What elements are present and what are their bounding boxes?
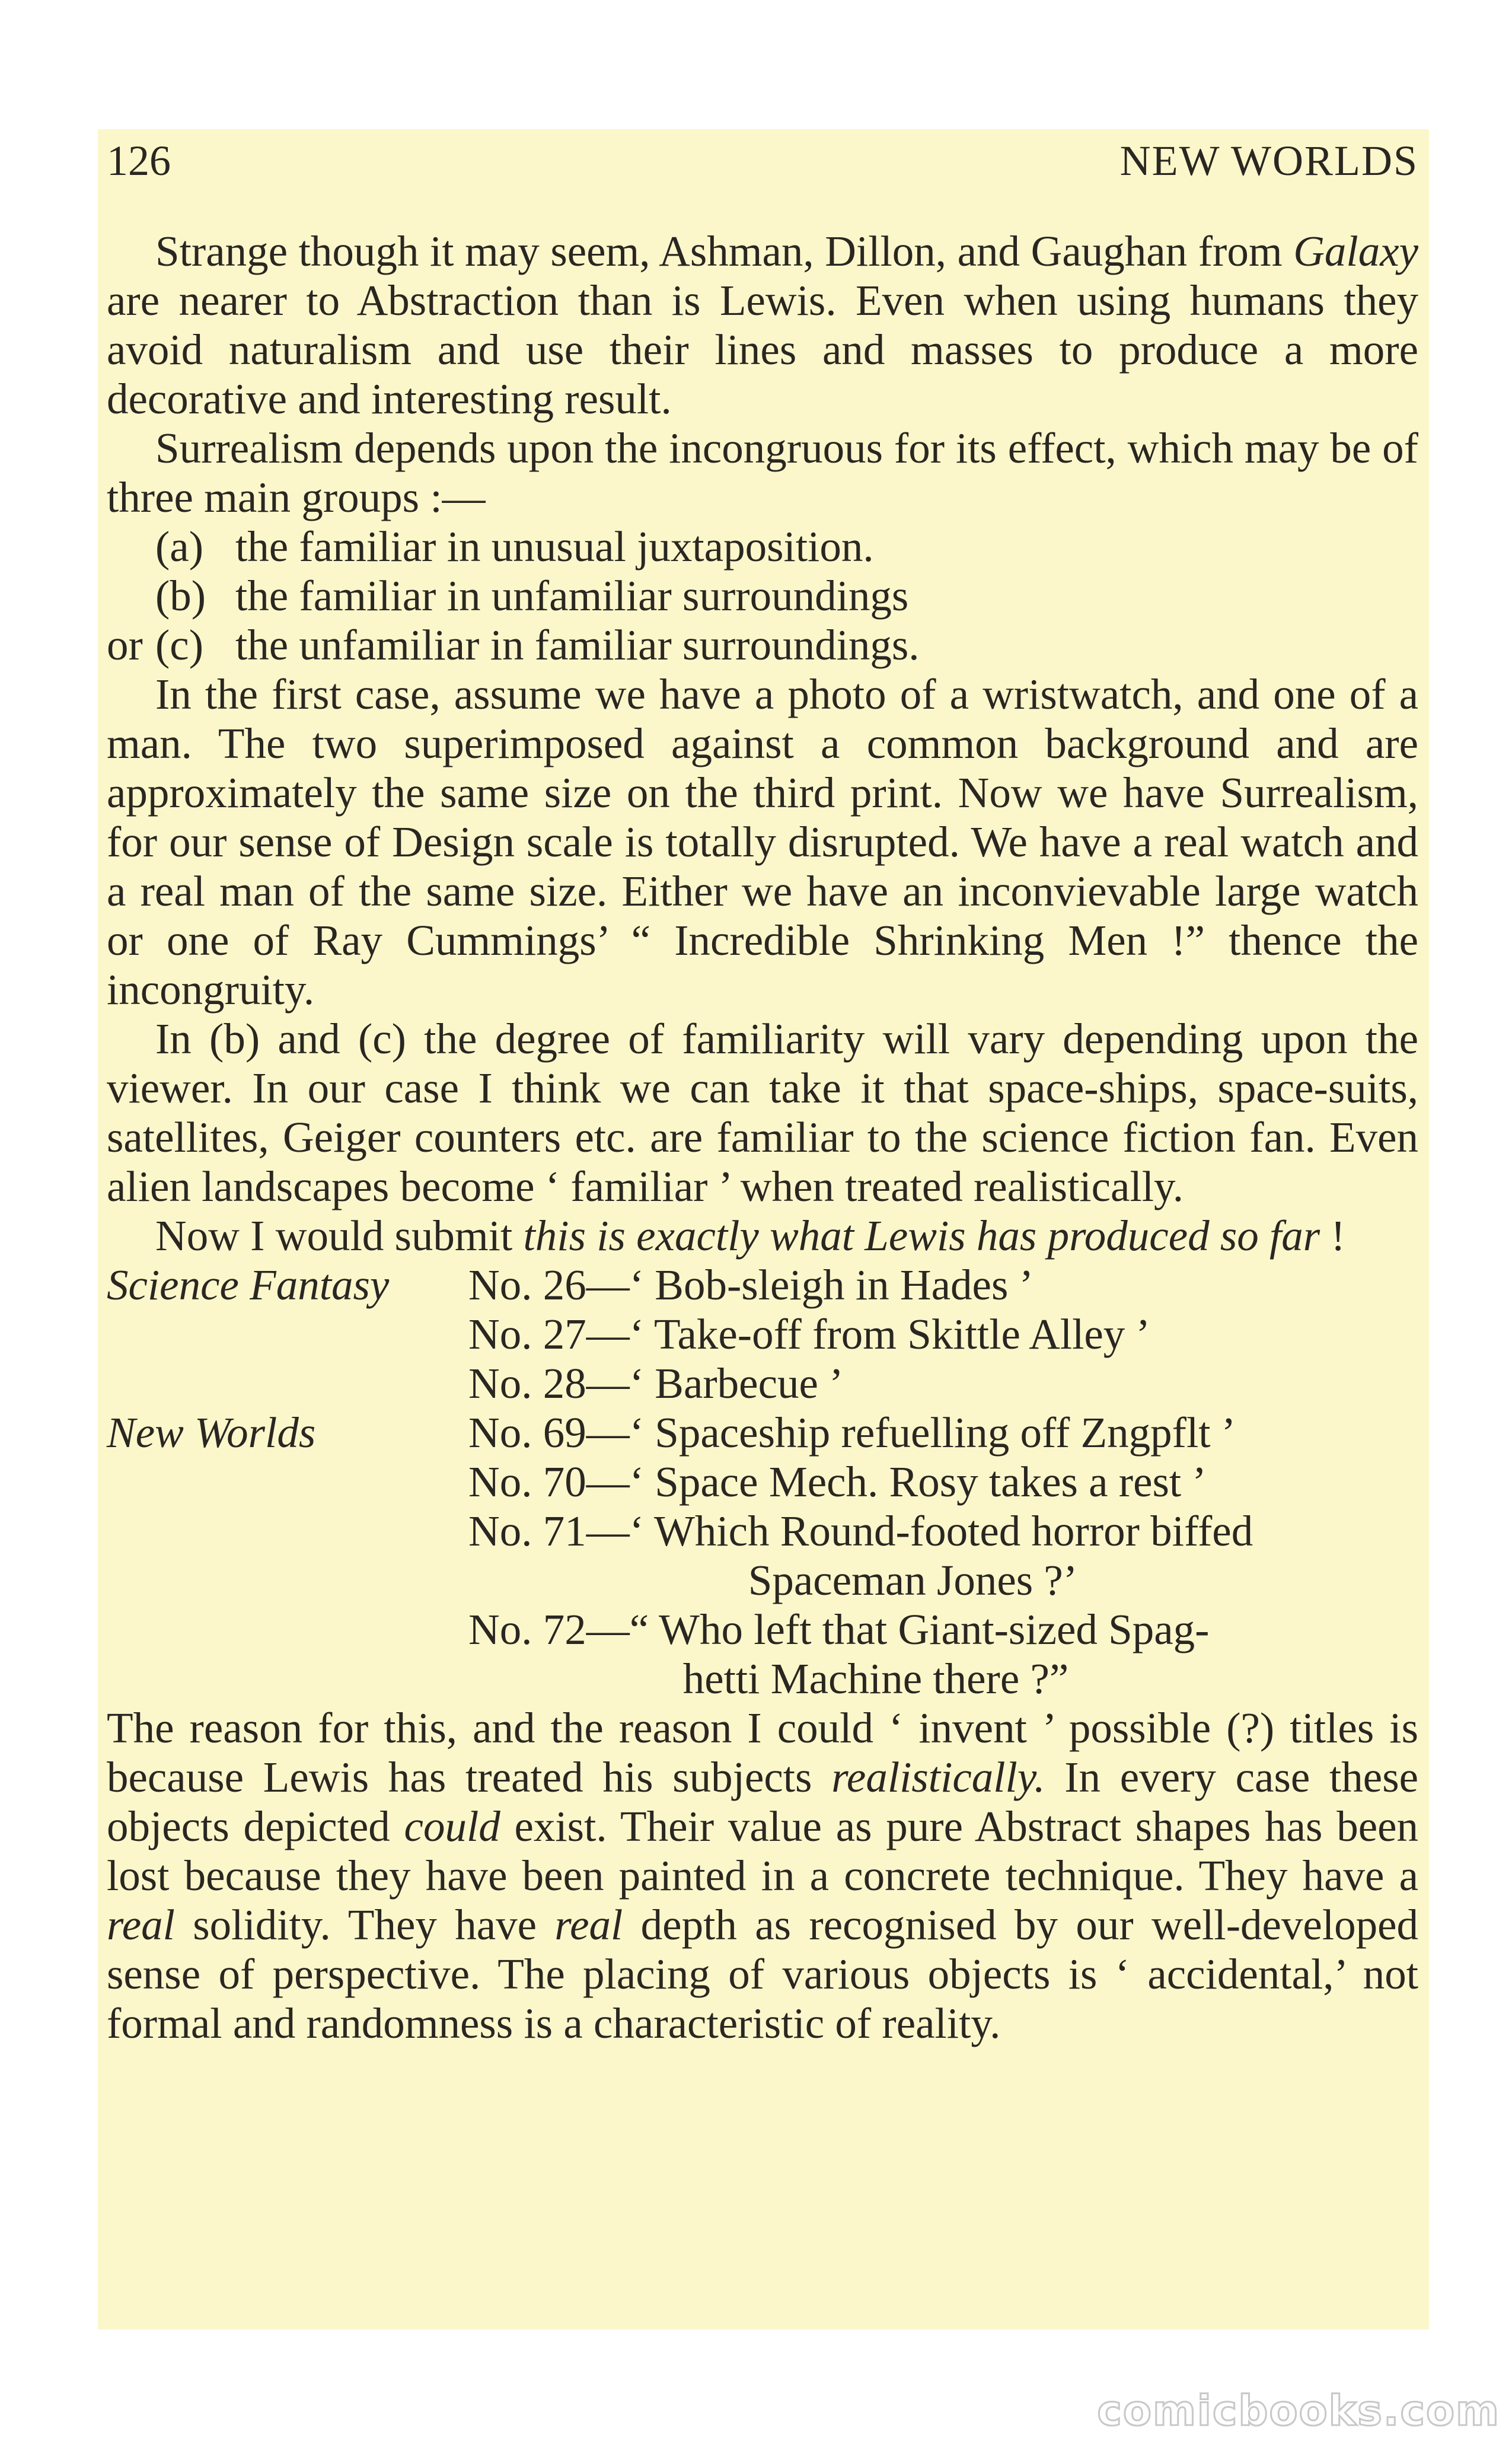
issue-title: ‘ Spaceship refuelling off Zngpflt ’ (629, 1409, 1236, 1457)
p6-italic-realistically: realistically. (831, 1753, 1045, 1801)
magazine-group-new-worlds (107, 1408, 1418, 1703)
issue-item (468, 1506, 1418, 1605)
issue-title-line-1: “ Who left that Giant-sized Spag- (629, 1605, 1210, 1653)
magazine-name: Science Fantasy (107, 1261, 390, 1309)
p6-text-e: exist. Their value as pure Abstract shapes has been lost because they have been painted in a concrete technique. They have a (107, 1802, 1418, 1900)
issue-title: ‘ Space Mech. Rosy takes a rest ’ (629, 1458, 1207, 1506)
p6-italic-real: real (107, 1901, 175, 1949)
list-lead: or (107, 621, 143, 669)
issue-number: No. 27— (468, 1310, 630, 1358)
issue-item (468, 1359, 1418, 1408)
list-item (107, 522, 1418, 571)
article-body (107, 227, 1418, 2048)
page-number: 126 (107, 137, 171, 184)
issue-number: No. 70— (468, 1458, 630, 1506)
p1-text-a: Strange though it may seem, Ashman, Dillon, and Gaughan from (155, 227, 1294, 275)
magazine-name: New Worlds (107, 1409, 316, 1457)
p6-text-a: The reason for this, and the reason I could ‘ invent ’ possible (?) titles is because Lewis has treated his subjects (107, 1704, 1418, 1801)
paragraph-2: Surrealism depends upon the incongruous for its effect, which may be of three main groups :— (107, 424, 1418, 521)
issue-item (468, 1605, 1418, 1703)
issue-item (468, 1408, 1418, 1457)
issue-number: No. 28— (468, 1359, 630, 1407)
paragraph-4: In (b) and (c) the degree of familiarity will vary depending upon the viewer. In our case I think we can take it that space-ships, space-suits, satellites, Geiger counters etc. are familiar to the science fiction fan. Even alien landscapes become ‘ familiar ’ when treated realistically. (107, 1015, 1418, 1210)
issue-number: No. 26— (468, 1261, 630, 1309)
issue-title-line-2: Spaceman Jones ?’ (748, 1556, 1078, 1604)
issue-title: ‘ Bob-sleigh in Hades ’ (629, 1261, 1033, 1309)
issue-number: No. 72— (468, 1605, 630, 1653)
paragraph-5 (107, 1211, 1418, 1260)
surrealism-groups-list (107, 522, 1418, 670)
list-lead (107, 571, 155, 620)
p6-text-i: depth as recognised by our well-developed sense of perspective. The placing of various objects is ‘ accidental,’ not formal and randomness is a characteristic of reality. (107, 1901, 1418, 2047)
list-marker: (b) (155, 572, 206, 620)
running-title: NEW WORLDS (1119, 137, 1418, 184)
p6-text-g: solidity. They have (174, 1901, 555, 1949)
issue-list (468, 1260, 1418, 1408)
issue-number: No. 69— (468, 1409, 630, 1457)
p5-italic: this is exactly what Lewis has produced so far (523, 1212, 1320, 1260)
issue-list (468, 1408, 1418, 1703)
issue-item (468, 1260, 1418, 1309)
p5-text-a: Now I would submit (155, 1212, 524, 1260)
p6-italic-could: could (404, 1802, 500, 1850)
issue-title-line-2: hetti Machine there ?” (682, 1655, 1069, 1703)
issue-item (468, 1309, 1418, 1359)
p6-italic-real-2: real (554, 1901, 623, 1949)
paragraph-6 (107, 1703, 1418, 2048)
list-lead (107, 522, 155, 571)
list-marker: (a) (155, 522, 204, 571)
paragraph-1 (107, 227, 1418, 423)
issue-title-line-1: ‘ Which Round-footed horror biffed (629, 1507, 1253, 1555)
issue-title: ‘ Take-off from Skittle Alley ’ (629, 1310, 1150, 1358)
issue-number: No. 71— (468, 1507, 630, 1555)
p6-text-c: In every case these objects depicted (107, 1753, 1419, 1850)
list-text: the familiar in unusual juxtaposition. (235, 522, 874, 571)
issue-title (630, 1605, 1418, 1703)
issue-item (468, 1457, 1418, 1506)
paragraph-3: In the first case, assume we have a photo of a wristwatch, and one of a man. The two superimposed against a common background and are approximately the same size on the third print. Now we have Surrealism, for our sense of Design scale is totally disrupted. We have a real watch and a real man of the same size. Either we have an inconvievable large watch or one of Ray Cummings’ “ Incredible Shrinking Men !” thence the incongruity. (107, 670, 1418, 1014)
p1-galaxy-italic: Galaxy (1293, 227, 1418, 275)
list-item (107, 620, 1418, 670)
magazine-group-science-fantasy (107, 1260, 1418, 1408)
p1-text-c: are nearer to Abstraction than is Lewis. Even when using humans they avoid naturalism and use their lines and masses to produce a more decorative and interesting result. (107, 276, 1418, 423)
list-text: the familiar in unfamiliar surroundings (235, 572, 909, 620)
issue-title (630, 1506, 1418, 1605)
site-watermark: comicbooks.com (1097, 2387, 1500, 2435)
issue-title: ‘ Barbecue ’ (629, 1359, 844, 1407)
page-header (107, 134, 1418, 187)
list-text: the unfamiliar in familiar surroundings. (235, 621, 920, 669)
p5-text-c: ! (1320, 1212, 1345, 1260)
list-item (107, 571, 1418, 620)
list-marker: (c) (155, 621, 204, 669)
